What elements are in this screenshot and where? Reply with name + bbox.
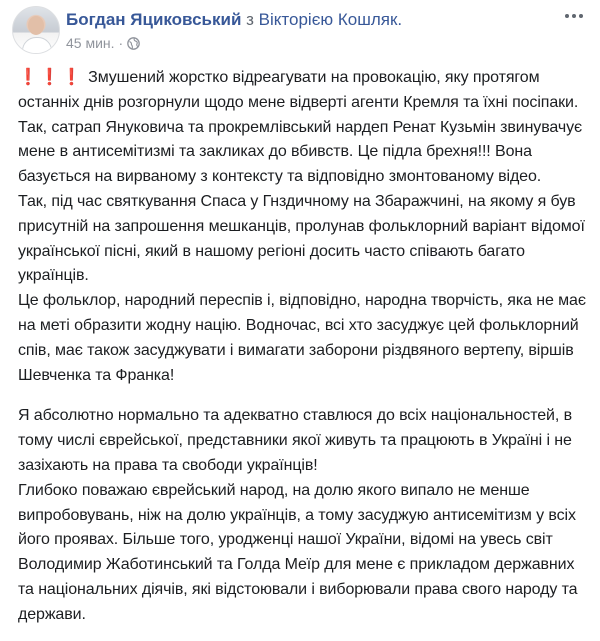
post-header (0, 0, 600, 62)
author-avatar[interactable] (12, 6, 60, 54)
sentence-2-1: Я абсолютно нормально та адекватно ставлюся до всіх національностей, в тому числі єврейської, представники якої живуть та працюють в Україні і не зазіхають на права та свободи українців! (18, 407, 572, 474)
post-timestamp[interactable]: 45 мин. (66, 35, 115, 51)
avatar-shirt (22, 37, 52, 54)
post-meta (66, 35, 140, 51)
more-options-icon[interactable] (562, 8, 586, 24)
meta-separator: · (118, 35, 124, 51)
avatar-head (28, 16, 44, 35)
sentence-1-3: Так, під час святкування Спаса у Гнздичному на Збаражчині, на якому я був присутній на запрошення мешканців, пролунав фольклорний варіант відомої української пісні, який в нашому регіоні досить часто співають багато українців. (18, 192, 585, 285)
author-line (66, 10, 402, 30)
globe-icon[interactable] (127, 37, 140, 50)
sentence-1-1: Змушений жорстко відреагувати на провокацію, яку протягом останніх днів розгорнули щодо мене відверті агенти Кремля та їхні посіпаки. (18, 69, 579, 111)
tagged-person-link[interactable]: Вікторією Кошляк. (258, 10, 403, 29)
sentence-1-2: Так, сатрап Януковича та прокремлівський нардеп Ренат Кузьмін звинувачує мене в антисемітизмі та закликах до вбивств. Це підла брехня!!! Вона базується на вирваному з контексту та відповідно змонтованому відео. (18, 118, 583, 186)
sentence-2-2: Глибоко поважаю єврейський народ, на долю якого випало не менше випробовувань, ніж на долю українців, а тому засуджую антисемітизм у всіх його проявах. Більше того, уродженці нашої України, відомі на увесь світ Володимир Жаботинський та Голда Меїр для мене є прикладом державних та національних діячів, які відстоювали і виборювали права свого народу та держави. (18, 481, 578, 623)
post-paragraph-1 (18, 66, 590, 388)
sentence-1-4: Це фольклор, народний переспів і, відповідно, народна творчість, яка не має на меті образити жодну націю. Водночас, всі хто засуджує цей фольклорний спів, має також засуджувати і вимагати заборони різдвяного вертепу, віршів Шевченка та Франка! (18, 292, 586, 384)
post-body (18, 66, 590, 628)
author-name-link[interactable]: Богдан Яциковський (66, 10, 242, 29)
with-word: з (246, 10, 254, 29)
post-paragraph-2 (18, 404, 590, 627)
exclamation-emoji: ❗❗❗ (18, 69, 84, 86)
